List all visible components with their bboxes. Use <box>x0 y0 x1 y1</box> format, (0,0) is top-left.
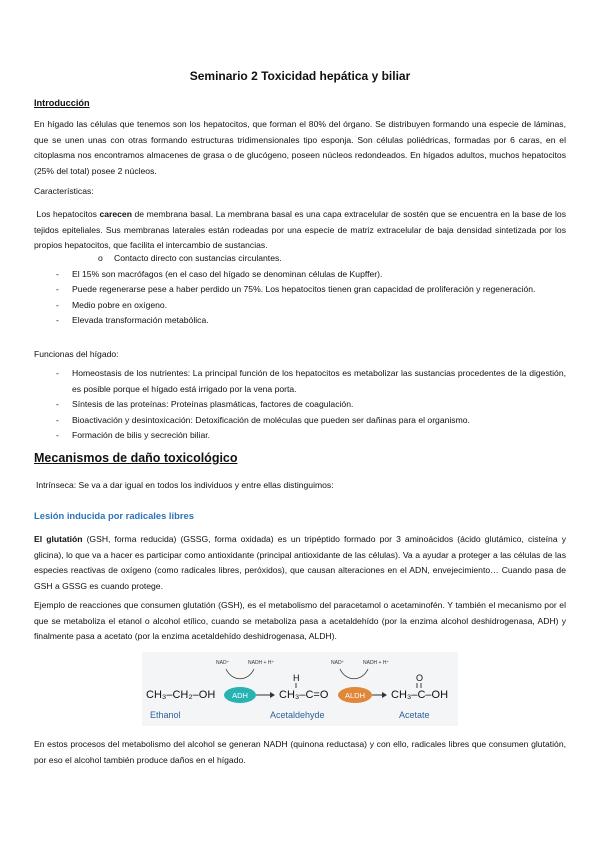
glutation-text: (GSH, forma reducida) (GSSG, forma oxidada) es un tripéptido formado por 3 aminoácidos (ácido glutámico, cisteína y glicina), lo que va a hacer es participar como antioxidante (principal antioxidante de las células). Va a ayudar a proteger a las células de las especies reactivas de oxígeno (como radicales libres, peróxidos), que causan alteraciones en el ADN, envejecimiento… Cuando pasa de GSH a GSSG es cuando protege. <box>34 534 566 591</box>
list-item <box>34 313 566 329</box>
dash-marker: - <box>56 284 59 295</box>
aldh-label: ALDH <box>344 691 366 700</box>
acetaldehyde-formula: CH₃–C=O <box>279 689 329 701</box>
list-item-text: Medio pobre en oxígeno. <box>72 299 168 310</box>
acetaldehyde-h: H <box>293 673 300 683</box>
dash-marker: - <box>56 368 59 378</box>
caracteristicas-bold-word: carecen <box>99 209 132 219</box>
intro-heading: Introducción <box>34 98 90 108</box>
caracteristicas-heading: Características: <box>34 186 94 196</box>
list-item <box>34 397 566 413</box>
list-item-text: Elevada transformación metabólica. <box>72 315 209 326</box>
funciones-heading: Funcionas del hígado: <box>34 349 119 359</box>
dash-marker: - <box>56 430 59 441</box>
nadh-label: NADH + H⁺ <box>363 660 390 666</box>
list-item-text: Formación de bilis y secreción biliar. <box>72 430 211 441</box>
acetate-o: O <box>416 673 424 683</box>
intro-paragraph: En hígado las células que tenemos son los hepatocitos, que forman el 80% del órgano. Se distribuyen formando una especie de láminas, que se unen unas con otras formando estructuras tridimensionales tipo esponja. Son células poliédricas, formadas por 6 caras, en el citoplasma nos encontramos almacenes de grasa o de glucógeno, poseen núcleos redondeados. En hígados adultos, muchos hepatocitos (25% del total) posee 2 núcleos. <box>34 119 566 176</box>
ethanol-label: Ethanol <box>150 710 181 720</box>
nad-label: NAD⁺ <box>216 660 230 666</box>
acetate-formula: CH₃–C–OH <box>391 689 449 701</box>
reacciones-paragraph: Ejemplo de reacciones que consumen glutatión (GSH), es el metabolismo del paracetamol o acetaminofén. Y también el mecanismo por el que se metaboliza el etanol o alcohol etílico, cuando se metaboliza pasa a acetaldehído (por la enzima alcohol deshidrogenasa, ADH) y finalmente pasa a acetato (por la enzima acetaldehído deshidrogenasa, ALDH). <box>34 600 566 642</box>
caracteristicas-paragraph <box>34 207 566 254</box>
list-item-text: Homeostasis de los nutrientes: La principal función de los hepatocitos es metabolizar las sustancias procedentes de la digestión, es posible porque el hígado está irrigado por la vena porta. <box>72 368 566 394</box>
acetate-label: Acetate <box>399 710 430 720</box>
list-item <box>34 267 566 283</box>
dash-marker: - <box>56 414 59 425</box>
dash-marker: - <box>56 299 59 310</box>
list-item-text: Bioactivación y desintoxicación: Detoxificación de moléculas que pueden ser dañinas para el organismo. <box>72 414 470 425</box>
list-item <box>34 428 566 444</box>
alcohol-paragraph: En estos procesos del metabolismo del alcohol se generan NADH (quinona reductasa) y con ello, radicales libres que consumen glutatión, por eso el alcohol también produce daños en el hígado. <box>34 739 566 765</box>
nadh-label: NADH + H⁺ <box>248 660 275 666</box>
list-item-text: Puede regenerarse pese a haber perdido un 75%. Los hepatocitos tienen gran capacidad de proliferación y regeneración. <box>72 284 536 295</box>
list-item <box>34 298 566 314</box>
list-item <box>34 413 566 429</box>
sub-bullet-marker: o <box>98 253 103 263</box>
caracteristicas-list <box>34 251 566 329</box>
nad-label: NAD⁺ <box>331 660 345 666</box>
list-item-text: El 15% son macrófagos (en el caso del hígado se denominan células de Kupffer). <box>72 268 383 279</box>
list-item <box>34 282 566 298</box>
page-title: Seminario 2 Toxicidad hepática y biliar <box>189 69 411 83</box>
list-item-text: Síntesis de las proteínas: Proteínas plasmáticas, factores de coagulación. <box>72 399 354 410</box>
funciones-list <box>34 366 566 444</box>
ethanol-formula: CH₃–CH₂–OH <box>146 689 216 701</box>
ethanol-metabolism-figure <box>142 652 458 726</box>
list-item <box>34 251 566 267</box>
intrinseca-text: Intrínseca: Se va a dar igual en todos los individuos y entre ellas distinguimos: <box>36 480 334 490</box>
caracteristicas-text-pre: Los hepatocitos <box>36 209 100 219</box>
glutation-paragraph <box>34 532 566 594</box>
list-item-text: Contacto directo con sustancias circulantes. <box>114 253 282 263</box>
caracteristicas-text-post: de membrana basal. La membrana basal es una capa extracelular de sostén que se encuentra en la base de los tejidos epiteliales. Sus membranas laterales están rodeadas por una especie de matriz extracelular de baja densidad sintetizada por los propios hepatocitos, que facilita el intercambio de sustancias. <box>34 209 566 251</box>
adh-label: ADH <box>232 691 248 700</box>
dash-marker: - <box>56 315 59 326</box>
list-item <box>34 366 566 397</box>
radicales-heading: Lesión inducida por radicales libres <box>34 510 194 521</box>
figure-svg <box>142 652 458 726</box>
glutation-bold: El glutatión <box>34 534 83 544</box>
mecanismos-heading: Mecanismos de daño toxicológico <box>34 451 238 465</box>
acetaldehyde-label: Acetaldehyde <box>270 710 325 720</box>
dash-marker: - <box>56 399 59 410</box>
dash-marker: - <box>56 268 59 279</box>
